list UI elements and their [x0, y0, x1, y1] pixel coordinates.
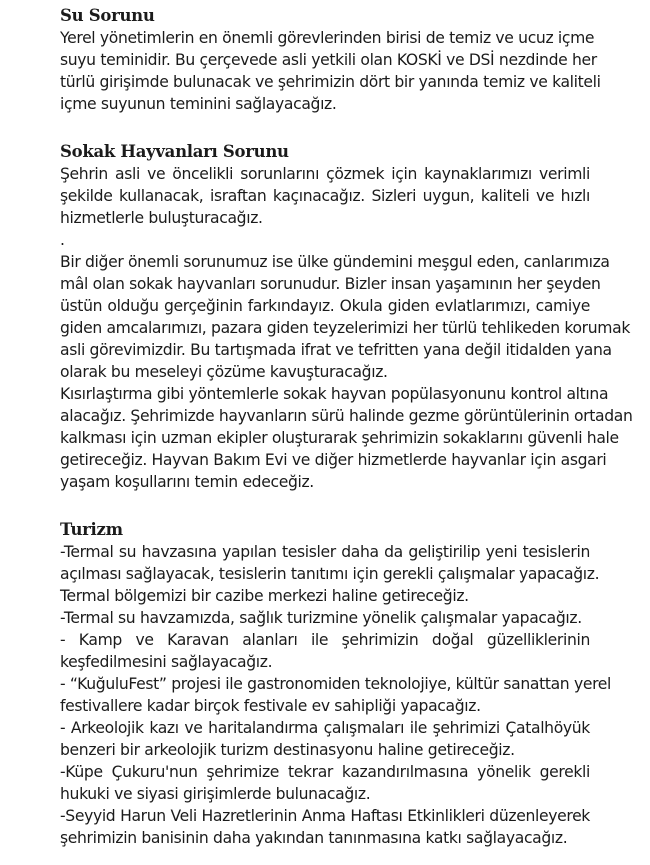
text-line: benzeri bir arkeolojik turizm destinasyonu haline getireceğiz.: [60, 741, 515, 759]
list-item: [60, 541, 600, 607]
list-item: [60, 805, 590, 849]
section-title-animals: Sokak Hayvanları Sorunu: [60, 142, 289, 161]
text-line: alacağız. Şehrimizde hayvanların sürü halinde gezme görüntülerinin ortadan: [60, 407, 633, 425]
list-item: [60, 607, 590, 629]
text-line: hizmetlerle buluşturacağız.: [60, 209, 263, 227]
text-line: kalkması için uzman ekipler oluşturarak şehrimizin sokaklarını güvenli hale: [60, 429, 619, 447]
tourism-list: [60, 541, 612, 849]
spacer: [60, 115, 590, 137]
text-line: Termal bölgemizi bir cazibe merkezi haline getireceğiz.: [60, 587, 469, 605]
text-line: Bir diğer önemli sorunumuz ise ülke gündemini meşgul eden, canlarımıza: [60, 253, 610, 271]
text-line: mâl olan sokak hayvanları sorunudur. Bizler insan yaşamının her şeyden: [60, 275, 601, 293]
list-item: [60, 673, 612, 717]
text-line: hukuki ve siyasi girişimlerde bulunacağız.: [60, 785, 371, 803]
animals-paragraph-2: [60, 383, 633, 493]
text-line: şekilde kullanacak, israftan kaçınacağız. Sizleri uygun, kaliteli ve hızlı: [60, 187, 590, 205]
document-page: [60, 5, 633, 849]
text-line: suyu teminidir. Bu çerçevede asli yetkili olan KOSKİ ve DSİ nezdinde her: [60, 51, 597, 69]
list-item: [60, 717, 590, 761]
text-line: açılması sağlayacak, tesislerin tanıtımı için gerekli çalışmalar yapacağız.: [60, 565, 600, 583]
text-line: -Termal su havzasına yapılan tesisler daha da geliştirilip yeni tesislerin: [60, 543, 590, 561]
text-line: - “KuğuluFest” projesi ile gastronomiden teknolojiye, kültür sanattan yerel: [60, 675, 612, 693]
text-line: içme suyunun teminini sağlayacağız.: [60, 95, 337, 113]
animals-paragraph-1: [60, 251, 631, 383]
text-line: türlü girişimde bulunacak ve şehrimizin dört bir yanında temiz ve kaliteli: [60, 73, 601, 91]
text-line: - Kamp ve Karavan alanları ile şehrimizin doğal güzelliklerinin: [60, 631, 590, 649]
spacer: [60, 493, 590, 515]
text-line: giden amcalarımızı, pazara giden teyzelerimizi her türlü tehlikeden korumak: [60, 319, 631, 337]
list-item: [60, 761, 590, 805]
text-line: getireceğiz. Hayvan Bakım Evi ve diğer hizmetlerde hayvanlar için asgari: [60, 451, 607, 469]
text-line: asli görevimizdir. Bu tartışmada ifrat ve tefritten yana değil itidalden yana: [60, 341, 612, 359]
list-item: [60, 629, 590, 673]
text-line: Yerel yönetimlerin en önemli görevlerinden birisi de temiz ve ucuz içme: [60, 29, 595, 47]
text-line: -Küpe Çukuru'nun şehrimize tekrar kazandırılmasına yönelik gerekli: [60, 763, 590, 781]
text-line: festivallere kadar birçok festivale ev sahipliği yapacağız.: [60, 697, 481, 715]
text-line: şehrimizin banisinin daha yakından tanınmasına katkı sağlayacağız.: [60, 829, 568, 847]
animals-intro-paragraph: [60, 163, 590, 229]
separator-dot: .: [60, 231, 65, 249]
text-line: keşfedilmesini sağlayacağız.: [60, 653, 273, 671]
text-line: olarak bu meseleyi çözüme kavuşturacağız.: [60, 363, 388, 381]
water-paragraph: [60, 27, 601, 115]
text-line: Kısırlaştırma gibi yöntemlerle sokak hayvan popülasyonunu kontrol altına: [60, 385, 609, 403]
text-line: -Termal su havzamızda, sağlık turizmine yönelik çalışmalar yapacağız.: [60, 609, 582, 627]
text-line: - Arkeolojik kazı ve haritalandırma çalışmaları ile şehrimizi Çatalhöyük: [60, 719, 590, 737]
text-line: -Seyyid Harun Veli Hazretlerinin Anma Haftası Etkinlikleri düzenleyerek: [60, 807, 590, 825]
section-title-tourism: Turizm: [60, 520, 123, 539]
text-line: yaşam koşullarını temin edeceğiz.: [60, 473, 314, 491]
text-line: Şehrin asli ve öncelikli sorunlarını çözmek için kaynaklarımızı verimli: [60, 165, 590, 183]
text-line: üstün olduğu gerçeğinin farkındayız. Okula giden evlatlarımızı, camiye: [60, 297, 590, 315]
section-title-water: Su Sorunu: [60, 6, 155, 25]
